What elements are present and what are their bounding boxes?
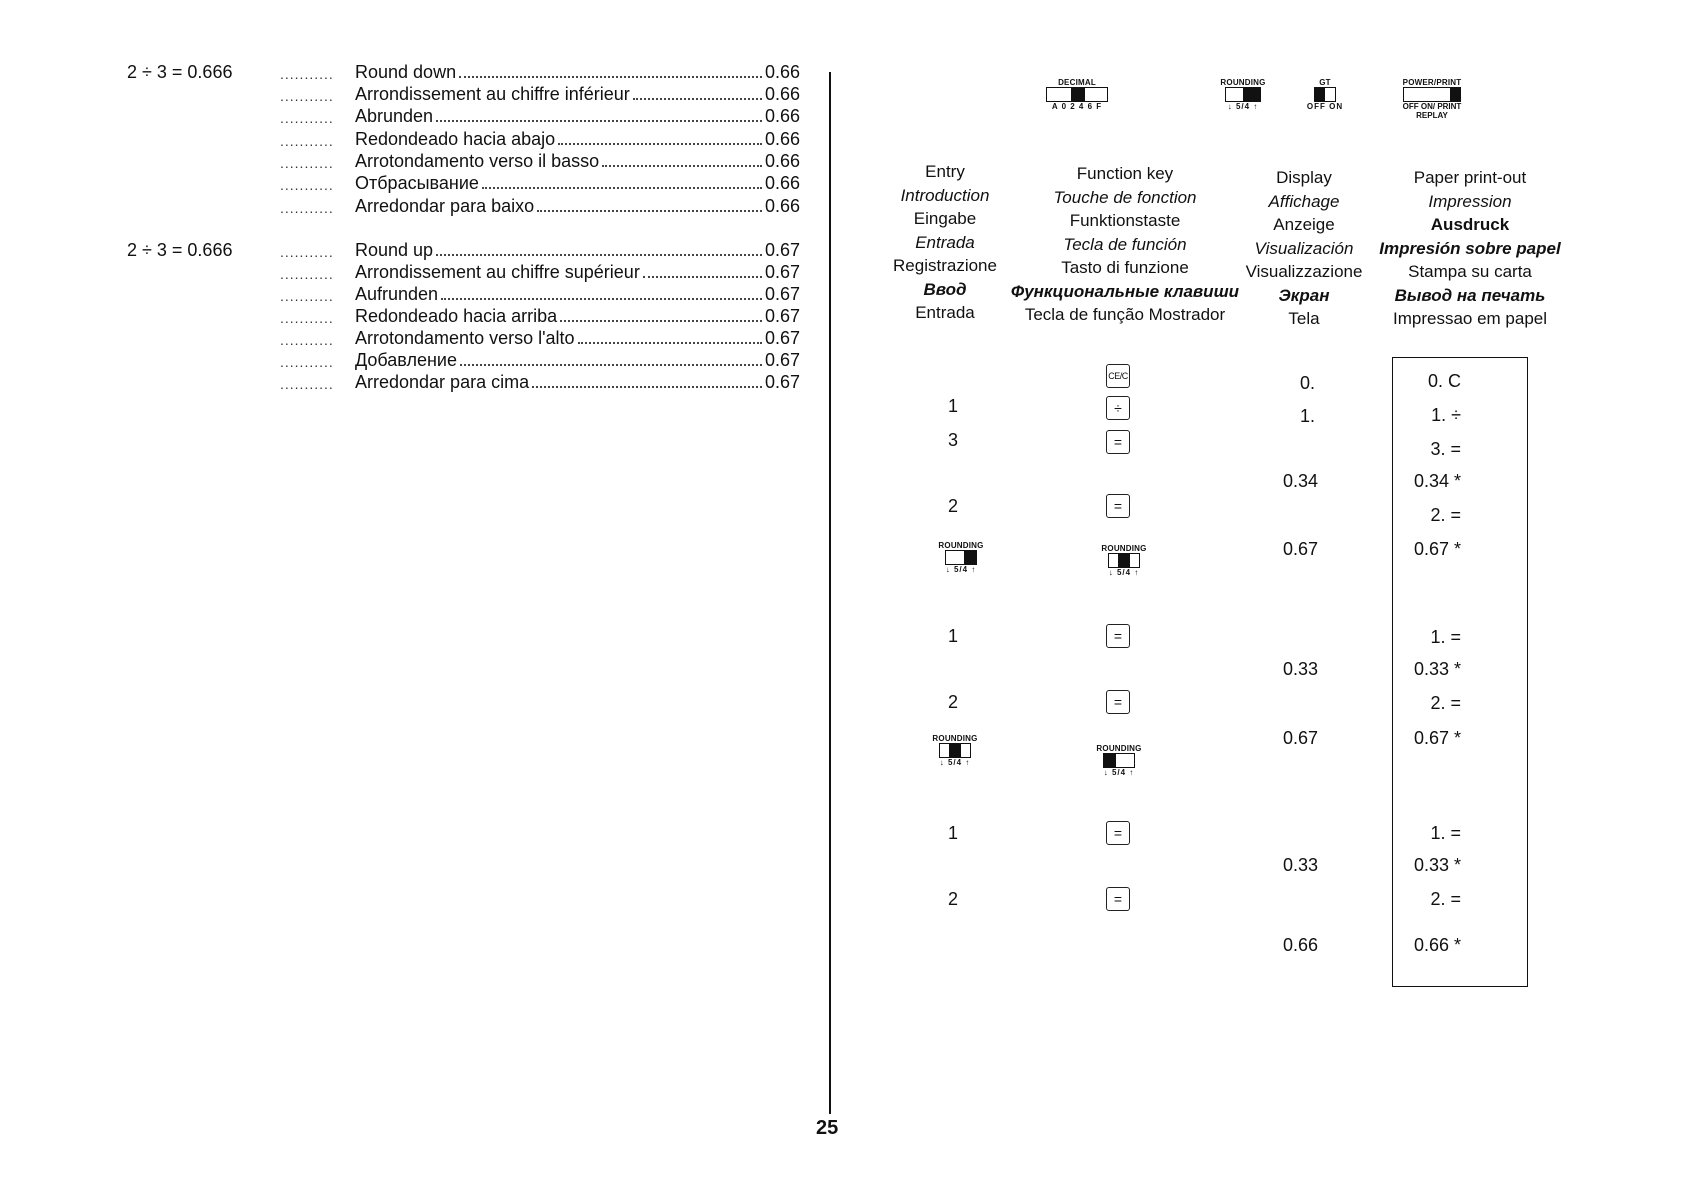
header-line: Вывод на печать (1394, 285, 1546, 305)
rounding-row (355, 196, 800, 218)
header-line: Impression (1428, 191, 1512, 211)
rounding-switch-mid (1101, 544, 1147, 577)
header-line: Tecla de función (1063, 234, 1187, 254)
row-value: 0.66 (764, 196, 800, 216)
leader-dots: ........... (280, 88, 334, 104)
row-label: Arrotondamento verso il basso (355, 151, 600, 171)
header-line: Funktionstaste (1069, 211, 1181, 230)
row-label: Добавление (355, 350, 457, 370)
rounding-row (355, 372, 800, 394)
display-value: 0. (1300, 373, 1316, 393)
row-label: Aufrunden (355, 284, 439, 304)
rounding-caption: ROUNDING (932, 734, 978, 743)
rounding-track (1103, 753, 1135, 768)
row-value: 0.67 (764, 262, 800, 282)
leader-dots: ........... (280, 133, 334, 149)
display-value: 0.34 (1283, 471, 1319, 491)
rounding-row (355, 151, 800, 173)
rounding-scale-text: 5/4 (953, 565, 969, 574)
row-label: Abrunden (355, 106, 434, 126)
header-line: Affichage (1268, 191, 1340, 211)
leader-dots: ........... (280, 310, 334, 326)
decimal-switch-scale: A 0 2 4 6 F (1051, 102, 1103, 111)
rounding-scale-text: 5/4 (1116, 568, 1132, 577)
switch-knob (1450, 88, 1460, 101)
rounding-track (945, 550, 977, 565)
switch-knob (964, 551, 976, 564)
header-line: Tela (1288, 309, 1320, 328)
equation: 2 ÷ 3 = 0.666 (127, 62, 233, 82)
entry-value: 1 (948, 626, 959, 646)
display-value: 0.67 (1283, 728, 1319, 748)
rounding-scale-text: 5/4 (1235, 102, 1251, 111)
rounding-switch-up (938, 541, 984, 574)
header-line: Stampa su carta (1408, 262, 1532, 281)
equals-key: = (1106, 624, 1130, 648)
rounding-row (355, 240, 800, 262)
header-line: Visualizzazione (1245, 262, 1363, 281)
rounding-scale: ↓ 5/4 ↑ (939, 758, 971, 767)
decimal-switch-track (1046, 87, 1108, 102)
dot-leader (460, 351, 762, 366)
switch-knob (1243, 88, 1260, 101)
rounding-row (355, 328, 800, 350)
header-line: Display (1276, 168, 1332, 187)
switch-knob (949, 744, 961, 757)
row-label: Arredondar para cima (355, 372, 530, 392)
entry-value: 2 (948, 496, 959, 516)
print-line: 2. = (1430, 693, 1461, 713)
header-line: Impressao em papel (1392, 309, 1548, 328)
row-value: 0.66 (764, 173, 800, 193)
rounding-row (355, 173, 800, 195)
display-header (1238, 166, 1370, 331)
equation: 2 ÷ 3 = 0.666 (127, 240, 233, 260)
rounding-switch-mid (932, 734, 978, 767)
rounding-row (355, 284, 800, 306)
dot-leader (560, 307, 762, 322)
header-line: Registrazione (893, 256, 997, 275)
leader-dots: ........... (280, 200, 334, 216)
print-line: 0.67 * (1413, 539, 1461, 559)
gt-switch-scale: OFF ON (1306, 102, 1344, 111)
rounding-switch-scale: ↓ 5/4 ↑ (1227, 102, 1259, 111)
header-line: Anzeige (1273, 215, 1335, 234)
print-line: 0.33 * (1413, 855, 1461, 875)
header-line: Eingabe (913, 209, 977, 228)
display-value: 0.33 (1283, 855, 1319, 875)
rounding-track (1108, 553, 1140, 568)
rounding-switch-track (1225, 87, 1261, 102)
print-line: 0.33 * (1413, 659, 1461, 679)
divide-key: ÷ (1106, 396, 1130, 420)
print-line: 1. = (1430, 627, 1461, 647)
switch-knob (1071, 88, 1085, 101)
dot-leader (578, 329, 762, 344)
header-line: Entry (925, 162, 965, 181)
rounding-row (355, 106, 800, 128)
switch-knob (1118, 554, 1130, 567)
power-print-switch (1392, 78, 1472, 120)
print-line: 2. = (1430, 505, 1461, 525)
gt-switch-track (1314, 87, 1336, 102)
function-key-header (1010, 162, 1240, 327)
power-switch-caption: POWER/PRINT (1402, 78, 1462, 87)
leader-dots: ........... (280, 288, 334, 304)
print-line: 0. C (1427, 371, 1461, 391)
row-value: 0.67 (764, 350, 800, 370)
entry-value: 1 (948, 823, 959, 843)
header-line: Touche de fonction (1053, 187, 1197, 207)
print-line: 0.66 * (1413, 935, 1461, 955)
rounding-switch-down (1096, 744, 1142, 777)
header-line: Tecla de função Mostrador (1024, 305, 1226, 324)
dot-leader (602, 152, 762, 167)
header-line: Paper print-out (1413, 168, 1527, 187)
rounding-switch (1216, 78, 1270, 111)
leader-dots: ........... (280, 110, 334, 126)
entry-value: 1 (948, 396, 959, 416)
rounding-scale: ↓ 5/4 ↑ (1103, 768, 1135, 777)
rounding-scale: ↓ 5/4 ↑ (1108, 568, 1140, 577)
leader-dots: ........... (280, 244, 334, 260)
decimal-switch-caption: DECIMAL (1058, 78, 1096, 87)
leader-dots: ........... (280, 354, 334, 370)
print-line: 1. = (1430, 823, 1461, 843)
row-value: 0.67 (764, 328, 800, 348)
rounding-row (355, 84, 800, 106)
paper-header (1370, 166, 1570, 331)
rounding-scale-text: 5/4 (947, 758, 963, 767)
rounding-caption: ROUNDING (1101, 544, 1147, 553)
entry-header (880, 160, 1010, 325)
gt-switch (1306, 78, 1344, 111)
dot-leader (643, 263, 762, 278)
leader-dots: ........... (280, 266, 334, 282)
dot-leader (532, 373, 762, 388)
print-line: 0.67 * (1413, 728, 1461, 748)
header-line: Introduction (900, 185, 990, 205)
print-line: 1. ÷ (1431, 405, 1461, 425)
print-line: 0.34 * (1413, 471, 1461, 491)
rounding-scale: ↓ 5/4 ↑ (945, 565, 977, 574)
dot-leader (441, 285, 762, 300)
rounding-row (355, 350, 800, 372)
header-line: Функциональные клавиши (1010, 281, 1240, 301)
equals-key: = (1106, 690, 1130, 714)
header-line: Entrada (915, 303, 975, 322)
dot-leader (459, 63, 762, 78)
row-value: 0.67 (764, 306, 800, 326)
decimal-switch (1046, 78, 1108, 111)
page-divider (829, 72, 831, 1114)
display-value: 0.33 (1283, 659, 1319, 679)
equals-key: = (1106, 494, 1130, 518)
entry-value: 2 (948, 889, 959, 909)
header-line: Ввод (923, 279, 967, 299)
header-line: Tasto di funzione (1061, 258, 1189, 277)
rounding-row (355, 129, 800, 151)
leader-dots: ........... (280, 376, 334, 392)
display-value: 0.67 (1283, 539, 1319, 559)
leader-dots: ........... (280, 66, 334, 82)
dot-leader (482, 174, 762, 189)
leader-dots: ........... (280, 177, 334, 193)
rounding-row (355, 262, 800, 284)
row-value: 0.66 (764, 62, 800, 82)
rounding-row (355, 306, 800, 328)
header-line: Экран (1278, 285, 1330, 305)
equals-key: = (1106, 430, 1130, 454)
dot-leader (633, 85, 762, 100)
row-value: 0.67 (764, 240, 800, 260)
row-label: Round down (355, 62, 457, 82)
dot-leader (558, 130, 762, 145)
gt-switch-caption: GT (1319, 78, 1331, 87)
rounding-caption: ROUNDING (1096, 744, 1142, 753)
leader-dots: ........... (280, 155, 334, 171)
row-label: Arrondissement au chiffre inférieur (355, 84, 630, 104)
row-label: Redondeado hacia arriba (355, 306, 558, 326)
row-value: 0.66 (764, 84, 800, 104)
row-label: Arrondissement au chiffre supérieur (355, 262, 640, 282)
dot-leader (436, 107, 762, 122)
page-number: 25 (816, 1117, 839, 1139)
ce-c-key: CE/C (1106, 364, 1130, 388)
row-value: 0.66 (764, 129, 800, 149)
row-value: 0.66 (764, 151, 800, 171)
rounding-caption: ROUNDING (938, 541, 984, 550)
row-value: 0.66 (764, 106, 800, 126)
rounding-scale-text: 5/4 (1111, 768, 1127, 777)
header-line: Impresión sobre papel (1379, 238, 1561, 258)
dot-leader (537, 197, 762, 212)
display-value: 1. (1300, 406, 1316, 426)
switch-knob (1315, 88, 1325, 101)
row-value: 0.67 (764, 372, 800, 392)
power-switch-track (1403, 87, 1461, 102)
header-line: Visualización (1254, 238, 1354, 258)
entry-value: 3 (948, 430, 959, 450)
entry-value: 2 (948, 692, 959, 712)
leader-dots: ........... (280, 332, 334, 348)
header-line: Function key (1076, 164, 1174, 183)
header-line: Entrada (915, 232, 975, 252)
row-label: Отбрасывание (355, 173, 479, 193)
row-value: 0.67 (764, 284, 800, 304)
print-line: 2. = (1430, 889, 1461, 909)
row-label: Arredondar para baixo (355, 196, 535, 216)
equals-key: = (1106, 821, 1130, 845)
dot-leader (436, 241, 762, 256)
print-line: 3. = (1430, 439, 1461, 459)
row-label: Redondeado hacia abajo (355, 129, 556, 149)
row-label: Arrotondamento verso l'alto (355, 328, 575, 348)
equals-key: = (1106, 887, 1130, 911)
switch-knob (1104, 754, 1116, 767)
rounding-row (355, 62, 800, 84)
power-switch-scale2: REPLAY (1416, 111, 1448, 120)
display-value: 0.66 (1283, 935, 1319, 955)
power-switch-scale: OFF ON/ PRINT (1402, 102, 1462, 111)
rounding-switch-caption: ROUNDING (1220, 78, 1266, 87)
row-label: Round up (355, 240, 434, 260)
rounding-track (939, 743, 971, 758)
header-line: Ausdruck (1430, 215, 1510, 234)
